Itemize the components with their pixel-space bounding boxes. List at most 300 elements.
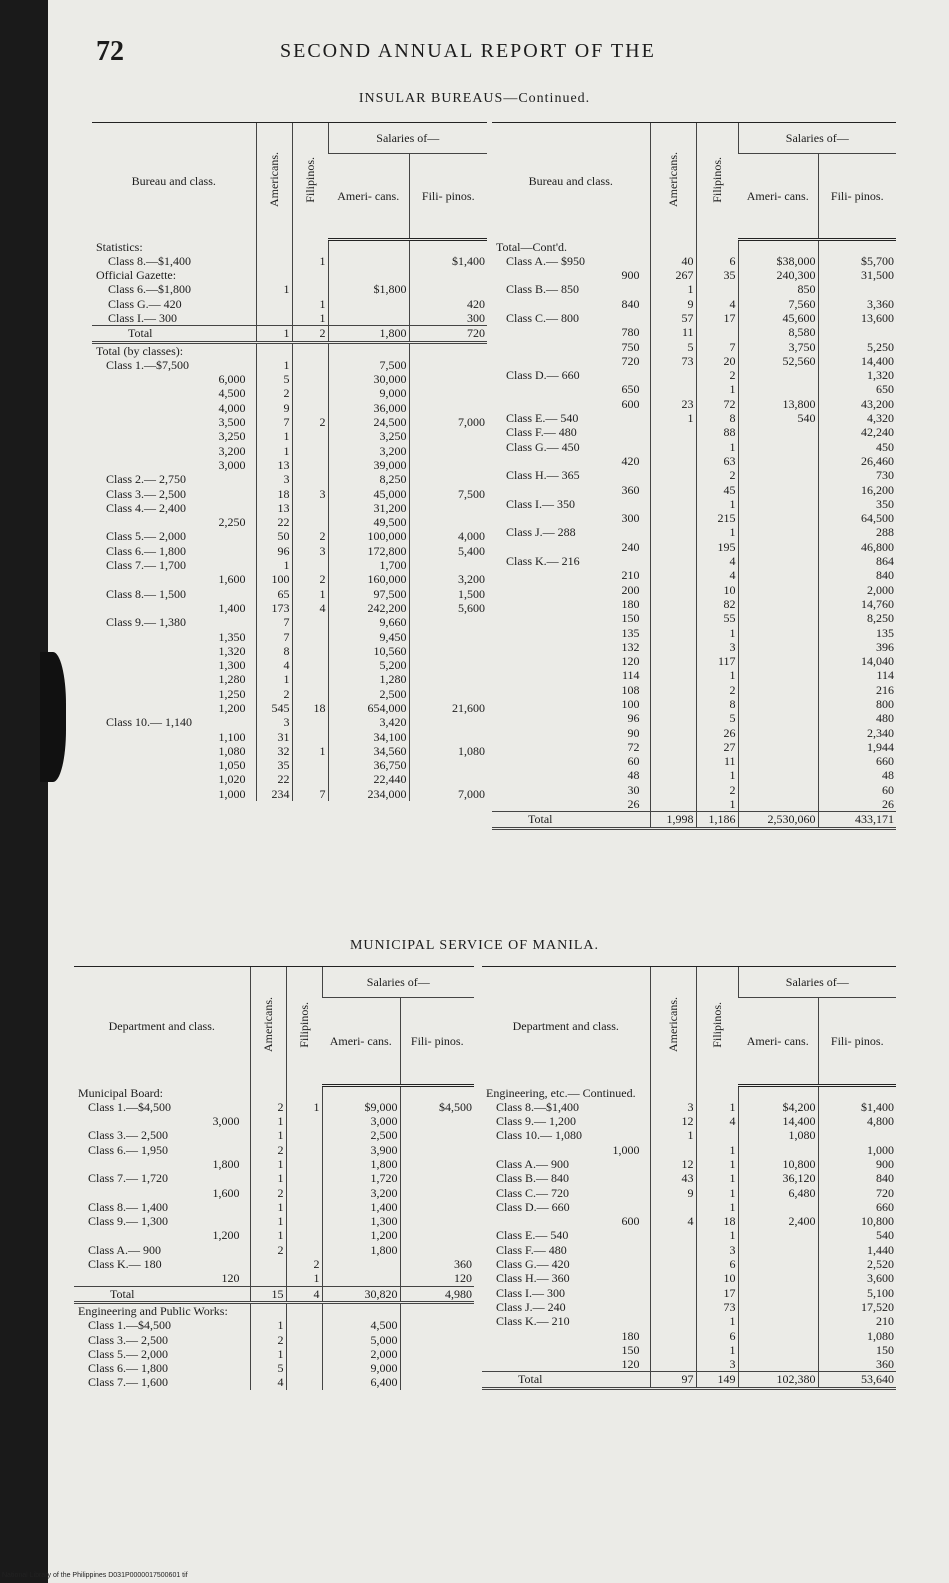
row-label: Total—Cont'd. — [496, 239, 567, 254]
cell-value: 1 — [696, 768, 738, 782]
cell-value: 5 — [256, 372, 292, 386]
cell-value: 7 — [292, 787, 328, 801]
cell-value: 7 — [256, 415, 292, 429]
table-row — [482, 1286, 896, 1300]
table-row — [74, 1243, 474, 1257]
cell-value — [400, 1228, 474, 1242]
row-label: 1,280 — [218, 672, 246, 687]
cell-value — [328, 311, 409, 326]
cell-value — [400, 1347, 474, 1361]
table-row — [74, 1128, 474, 1142]
cell-value: 1,998 — [650, 812, 696, 828]
cell-value — [650, 1314, 696, 1328]
row-label: 114 — [621, 668, 640, 683]
row-label: 1,300 — [218, 658, 246, 673]
cell-value — [286, 1086, 322, 1100]
cell-value — [738, 1228, 818, 1242]
cell-value: 800 — [818, 697, 896, 711]
row-label: Class K.— 180 — [88, 1257, 162, 1272]
col-header-salaries: Salaries of— — [322, 967, 474, 998]
row-label: Class A.— 900 — [88, 1242, 162, 1257]
row-label: Class 10.— 1,080 — [496, 1128, 583, 1143]
table-insular-left — [92, 122, 487, 801]
cell-value: 1 — [250, 1114, 286, 1128]
binding-shadow — [40, 652, 66, 782]
row-label: Total — [92, 326, 256, 342]
table-row — [492, 368, 896, 382]
cell-value: 16,200 — [818, 483, 896, 497]
cell-value: 2 — [250, 1143, 286, 1157]
row-label: 3,000 — [212, 1114, 240, 1129]
table-insular-right — [492, 122, 896, 830]
col-header-filipinos-salary: Fili- pinos. — [818, 154, 896, 240]
cell-value: 13 — [256, 501, 292, 515]
cell-value — [650, 1257, 696, 1271]
row-label: 100 — [621, 697, 640, 711]
cell-value: 2,530,060 — [738, 812, 818, 828]
table-row — [492, 240, 896, 254]
table-row — [92, 701, 487, 715]
cell-value: 6,480 — [738, 1186, 818, 1200]
cell-value — [292, 515, 328, 529]
cell-value: 13 — [256, 458, 292, 472]
cell-value — [650, 454, 696, 468]
table-row — [74, 1333, 474, 1347]
cell-value: 1,080 — [409, 744, 487, 758]
row-label: Class 9.— 1,300 — [88, 1214, 169, 1229]
row-label: 240 — [621, 539, 640, 554]
cell-value: 216 — [818, 683, 896, 697]
row-label: Total — [492, 812, 650, 828]
row-label: Total — [482, 1372, 650, 1388]
cell-value: 1,500 — [409, 587, 487, 601]
col-header-americans: Americans. — [260, 997, 275, 1053]
cell-value — [409, 672, 487, 686]
total-row — [92, 326, 487, 342]
cell-value: 1,300 — [322, 1214, 400, 1228]
cell-value: 1,400 — [322, 1200, 400, 1214]
table-row — [482, 1300, 896, 1314]
cell-value: 40 — [650, 254, 696, 268]
cell-value: 14,400 — [738, 1114, 818, 1128]
cell-value — [292, 342, 328, 358]
cell-value: 7,560 — [738, 297, 818, 311]
table-row — [92, 758, 487, 772]
cell-value — [292, 268, 328, 282]
cell-value — [738, 1257, 818, 1271]
table-body — [74, 1086, 474, 1390]
cell-value: 4 — [650, 1214, 696, 1228]
cell-value: 864 — [818, 554, 896, 568]
cell-value: 22 — [256, 772, 292, 786]
cell-value — [738, 440, 818, 454]
table-row — [482, 1271, 896, 1285]
row-label: 1,600 — [218, 572, 246, 587]
table-row — [92, 415, 487, 429]
cell-value: 4 — [286, 1286, 322, 1302]
cell-value: 1 — [250, 1128, 286, 1142]
cell-value — [738, 240, 818, 254]
cell-value — [400, 1114, 474, 1128]
cell-value — [738, 483, 818, 497]
row-label: 108 — [621, 682, 640, 697]
cell-value: 480 — [818, 711, 896, 725]
table-row — [492, 268, 896, 282]
row-label: Municipal Board: — [78, 1085, 163, 1100]
cell-value — [409, 282, 487, 296]
cell-value — [738, 711, 818, 725]
table-row — [74, 1100, 474, 1114]
cell-value — [696, 325, 738, 339]
cell-value — [286, 1333, 322, 1347]
row-label: Class B.— 840 — [496, 1171, 570, 1186]
table-row — [92, 544, 487, 558]
table-row — [92, 386, 487, 400]
col-header-filipinos-salary: Fili- pinos. — [400, 998, 474, 1086]
cell-value — [696, 1128, 738, 1142]
cell-value: 720 — [818, 1186, 896, 1200]
cell-value: 1 — [696, 1171, 738, 1185]
cell-value: 36,750 — [328, 758, 409, 772]
cell-value: 21,600 — [409, 701, 487, 715]
cell-value: 72 — [696, 397, 738, 411]
cell-value — [409, 644, 487, 658]
cell-value — [738, 1300, 818, 1314]
cell-value: 10 — [696, 1271, 738, 1285]
cell-value: 34,560 — [328, 744, 409, 758]
cell-value: 60 — [818, 783, 896, 797]
cell-value: 2 — [696, 683, 738, 697]
row-label: Class C.— 720 — [496, 1185, 570, 1200]
table-row — [92, 501, 487, 515]
table-row — [92, 715, 487, 729]
table-row — [492, 554, 896, 568]
cell-value — [650, 583, 696, 597]
table-row — [482, 1114, 896, 1128]
cell-value — [738, 697, 818, 711]
cell-value — [409, 372, 487, 386]
col-header-bureau: Bureau and class. — [492, 123, 650, 240]
table-row — [92, 644, 487, 658]
cell-value: 13,800 — [738, 397, 818, 411]
row-label: 1,000 — [218, 786, 246, 801]
cell-value: 2 — [696, 783, 738, 797]
row-label: Engineering and Public Works: — [78, 1303, 228, 1318]
cell-value — [256, 342, 292, 358]
cell-value: 1,944 — [818, 740, 896, 754]
row-label: 1,350 — [218, 629, 246, 644]
cell-value: 1 — [650, 411, 696, 425]
cell-value: 1 — [256, 558, 292, 572]
cell-value: 2,400 — [738, 1214, 818, 1228]
row-label: Class 10.— 1,140 — [106, 715, 193, 730]
table-row — [492, 597, 896, 611]
cell-value: 900 — [818, 1157, 896, 1171]
row-label: 3,000 — [218, 457, 246, 472]
cell-value: 31,500 — [818, 268, 896, 282]
table-municipal-right — [482, 966, 896, 1390]
cell-value: 1 — [696, 1343, 738, 1357]
cell-value: 7 — [696, 340, 738, 354]
cell-value: 36,120 — [738, 1171, 818, 1185]
cell-value — [738, 1314, 818, 1328]
cell-value: 433,171 — [818, 812, 896, 828]
table-row — [92, 572, 487, 586]
cell-value — [292, 429, 328, 443]
cell-value: 55 — [696, 611, 738, 625]
cell-value — [250, 1302, 286, 1318]
cell-value: 660 — [818, 754, 896, 768]
cell-value — [738, 683, 818, 697]
cell-value: 1,080 — [738, 1128, 818, 1142]
cell-value: 288 — [818, 525, 896, 539]
cell-value: 1,800 — [322, 1157, 400, 1171]
row-label: 48 — [627, 768, 640, 783]
table-row — [74, 1214, 474, 1228]
cell-value: $1,800 — [328, 282, 409, 296]
cell-value: 1,186 — [696, 812, 738, 828]
cell-value: 117 — [696, 654, 738, 668]
table-row — [492, 640, 896, 654]
cell-value — [650, 468, 696, 482]
row-label: Class J.— 288 — [506, 525, 576, 540]
row-label: Class 9.— 1,200 — [496, 1114, 577, 1129]
cell-value — [650, 368, 696, 382]
scan-footer: National Library of the Philippines D031P0000017500601 tif — [2, 1572, 188, 1579]
cell-value: 850 — [738, 282, 818, 296]
cell-value: 3,200 — [322, 1186, 400, 1200]
row-label: Class F.— 480 — [496, 1242, 567, 1257]
cell-value — [650, 1228, 696, 1242]
cell-value — [738, 1343, 818, 1357]
cell-value — [650, 1300, 696, 1314]
row-label: 360 — [621, 482, 640, 497]
row-label: 180 — [621, 596, 640, 611]
table-row — [482, 1186, 896, 1200]
table-row — [92, 630, 487, 644]
table-row — [482, 1086, 896, 1100]
cell-value: 7,000 — [409, 787, 487, 801]
cell-value: 26 — [696, 726, 738, 740]
cell-value — [409, 342, 487, 358]
row-label: Class F.— 480 — [506, 425, 577, 440]
table-row — [92, 342, 487, 358]
table-row — [492, 583, 896, 597]
row-label: Class H.— 365 — [506, 468, 580, 483]
cell-value: 5,250 — [818, 340, 896, 354]
table-row — [92, 268, 487, 282]
row-label: 1,200 — [218, 701, 246, 715]
cell-value — [738, 1143, 818, 1157]
table-row — [492, 768, 896, 782]
cell-value: 450 — [818, 440, 896, 454]
table-row — [92, 529, 487, 543]
row-label: Class 5.— 2,000 — [88, 1346, 169, 1361]
row-label: 180 — [621, 1328, 640, 1343]
row-label: 96 — [627, 711, 640, 726]
table-municipal-left — [74, 966, 474, 1390]
table-row — [492, 468, 896, 482]
cell-value — [400, 1171, 474, 1185]
cell-value: 4,320 — [818, 411, 896, 425]
cell-value — [292, 444, 328, 458]
cell-value: 88 — [696, 425, 738, 439]
table-row — [92, 787, 487, 801]
cell-value: 1 — [250, 1157, 286, 1171]
row-label: Class 3.— 2,500 — [88, 1332, 169, 1347]
row-label: Statistics: — [96, 239, 143, 254]
cell-value — [818, 325, 896, 339]
cell-value: 100 — [256, 572, 292, 586]
cell-value — [328, 240, 409, 254]
cell-value — [286, 1214, 322, 1228]
row-label: Class K.— 216 — [506, 554, 580, 569]
table-row — [74, 1143, 474, 1157]
col-header-filipinos: Filipinos. — [709, 156, 724, 203]
cell-value: 650 — [818, 382, 896, 396]
table-row — [92, 458, 487, 472]
row-label: 26 — [627, 797, 640, 812]
cell-value: 242,200 — [328, 601, 409, 615]
cell-value: 730 — [818, 468, 896, 482]
cell-value: 10,800 — [818, 1214, 896, 1228]
cell-value: 1 — [696, 497, 738, 511]
cell-value: 1 — [256, 429, 292, 443]
cell-value — [650, 1286, 696, 1300]
cell-value: 6 — [696, 1257, 738, 1271]
cell-value: 3 — [696, 640, 738, 654]
table-row — [492, 654, 896, 668]
cell-value — [650, 711, 696, 725]
cell-value: 1 — [696, 1157, 738, 1171]
cell-value: 1 — [696, 525, 738, 539]
row-label: 132 — [621, 639, 640, 654]
cell-value: 1 — [292, 254, 328, 268]
table-row — [74, 1361, 474, 1375]
col-header-americans: Americans. — [266, 152, 281, 208]
cell-value: 172,800 — [328, 544, 409, 558]
cell-value — [650, 1086, 696, 1100]
cell-value: 63 — [696, 454, 738, 468]
cell-value — [738, 1243, 818, 1257]
cell-value — [650, 483, 696, 497]
table-row — [74, 1257, 474, 1271]
row-label: 120 — [221, 1271, 240, 1286]
total-row — [74, 1286, 474, 1302]
row-label: Class A.— 900 — [496, 1156, 570, 1171]
cell-value: 5,000 — [322, 1333, 400, 1347]
cell-value: 73 — [650, 354, 696, 368]
cell-value: 1 — [292, 311, 328, 326]
cell-value — [738, 468, 818, 482]
table-row — [92, 282, 487, 296]
cell-value: 2,000 — [322, 1347, 400, 1361]
cell-value: 2 — [250, 1186, 286, 1200]
cell-value: 160,000 — [328, 572, 409, 586]
cell-value: 12 — [650, 1114, 696, 1128]
table-row — [492, 425, 896, 439]
cell-value — [286, 1200, 322, 1214]
cell-value: 2,500 — [328, 687, 409, 701]
cell-value — [292, 558, 328, 572]
cell-value: 149 — [696, 1372, 738, 1388]
table-row — [492, 568, 896, 582]
cell-value: 114 — [818, 668, 896, 682]
cell-value: 1 — [696, 1186, 738, 1200]
cell-value: 1 — [250, 1228, 286, 1242]
row-label: 72 — [627, 739, 640, 754]
row-label: Class I.— 350 — [506, 496, 575, 511]
table-row — [92, 730, 487, 744]
table-row — [92, 429, 487, 443]
row-label: 600 — [621, 1214, 640, 1229]
cell-value — [650, 783, 696, 797]
table-row — [492, 411, 896, 425]
table-row — [492, 454, 896, 468]
cell-value: 4,500 — [322, 1318, 400, 1332]
cell-value — [738, 654, 818, 668]
col-header-filipinos-salary: Fili- pinos. — [409, 154, 487, 240]
cell-value — [328, 342, 409, 358]
row-label: 1,100 — [218, 729, 246, 744]
cell-value: 6 — [696, 1329, 738, 1343]
cell-value: 22 — [256, 515, 292, 529]
cell-value — [738, 497, 818, 511]
cell-value: 1,440 — [818, 1243, 896, 1257]
col-header-filipinos: Filipinos. — [709, 1001, 724, 1048]
row-label: 1,400 — [218, 600, 246, 615]
cell-value: 2,340 — [818, 726, 896, 740]
table-row — [74, 1114, 474, 1128]
cell-value: 2,000 — [818, 583, 896, 597]
row-label: Class D.— 660 — [496, 1199, 570, 1214]
table-row — [92, 744, 487, 758]
cell-value — [286, 1318, 322, 1332]
cell-value — [292, 715, 328, 729]
cell-value — [292, 401, 328, 415]
cell-value: 20 — [696, 354, 738, 368]
cell-value: 2 — [256, 386, 292, 400]
table-row — [492, 783, 896, 797]
cell-value: 18 — [256, 487, 292, 501]
col-header-americans: Americans. — [665, 997, 680, 1053]
table-row — [92, 672, 487, 686]
cell-value — [292, 730, 328, 744]
row-label: 135 — [621, 625, 640, 640]
table-row — [482, 1257, 896, 1271]
cell-value: 7,000 — [409, 415, 487, 429]
cell-value — [650, 1243, 696, 1257]
table-row — [492, 311, 896, 325]
cell-value: 1,700 — [328, 558, 409, 572]
cell-value — [322, 1302, 400, 1318]
cell-value: 2 — [292, 572, 328, 586]
table-row — [92, 515, 487, 529]
table-body — [492, 240, 896, 829]
cell-value: 26,460 — [818, 454, 896, 468]
cell-value: 1 — [256, 358, 292, 372]
cell-value — [696, 240, 738, 254]
table-row — [492, 497, 896, 511]
cell-value: 1 — [250, 1214, 286, 1228]
table-row — [92, 358, 487, 372]
cell-value: 14,760 — [818, 597, 896, 611]
cell-value: 3 — [292, 544, 328, 558]
cell-value — [400, 1302, 474, 1318]
table-row — [92, 297, 487, 311]
cell-value — [286, 1171, 322, 1185]
cell-value — [818, 1086, 896, 1100]
